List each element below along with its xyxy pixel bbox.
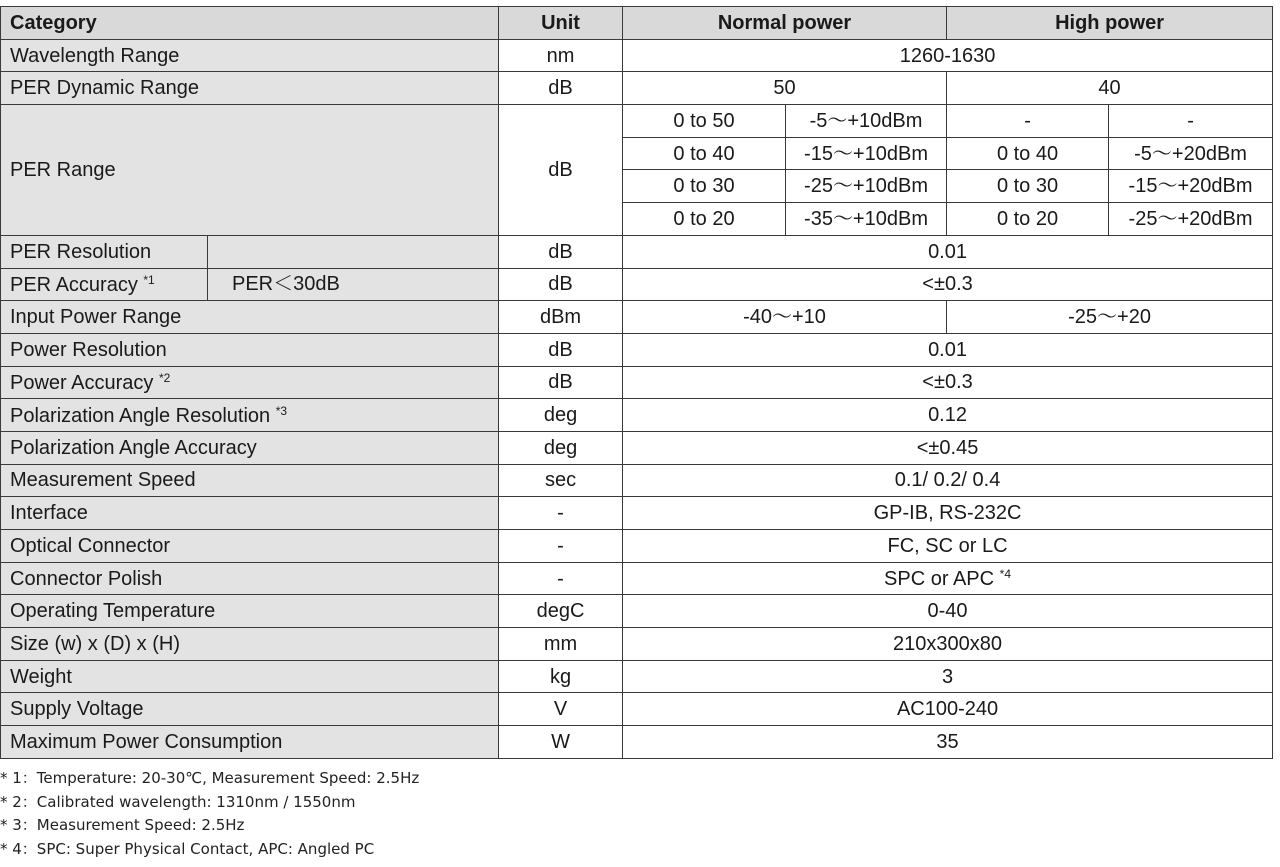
row-measurement-speed [1, 464, 1273, 497]
normal-range: 0 to 20 [623, 203, 786, 236]
header-row [1, 7, 1273, 40]
normal-power: -25～+10dBm [786, 170, 947, 203]
row-unit: dB [499, 268, 623, 301]
high-range: - [947, 105, 1109, 138]
row-value: 1260-1630 [623, 39, 1273, 72]
normal-power: -35～+10dBm [786, 203, 947, 236]
row-unit: dB [499, 72, 623, 105]
row-label: Polarization Angle Resolution [10, 404, 276, 427]
high-power: -25～+20dBm [1109, 203, 1273, 236]
high-power: - [1109, 105, 1273, 138]
row-label: Input Power Range [1, 301, 499, 334]
row-size [1, 628, 1273, 661]
row-value: <±0.3 [623, 366, 1273, 399]
row-unit: kg [499, 660, 623, 693]
header-normal-power: Normal power [623, 7, 947, 40]
row-label: Connector Polish [1, 562, 499, 595]
high-power: -5～+20dBm [1109, 137, 1273, 170]
footnotes [0, 767, 419, 861]
row-label: Measurement Speed [1, 464, 499, 497]
row-unit: deg [499, 431, 623, 464]
row-unit: W [499, 726, 623, 759]
row-label: Size (w) x (D) x (H) [1, 628, 499, 661]
row-value: GP-IB, RS-232C [623, 497, 1273, 530]
row-value: SPC or APC [884, 568, 1000, 591]
header-high-power: High power [947, 7, 1273, 40]
row-wavelength [1, 39, 1273, 72]
row-value: 35 [623, 726, 1273, 759]
row-unit: degC [499, 595, 623, 628]
footnote-ref: *2 [158, 370, 171, 385]
spec-table [0, 6, 1273, 759]
header-category: Category [1, 7, 499, 40]
normal-power: -5～+10dBm [786, 105, 947, 138]
row-power-accuracy [1, 366, 1273, 399]
row-label: PER Accuracy [10, 273, 144, 296]
high-range: 0 to 20 [947, 203, 1109, 236]
row-condition-empty [208, 235, 499, 268]
row-per-accuracy [1, 268, 1273, 301]
row-per-range [1, 105, 1273, 138]
normal-range: 0 to 30 [623, 170, 786, 203]
row-value-cell [623, 562, 1273, 595]
row-label: Wavelength Range [1, 39, 499, 72]
row-connector-polish [1, 562, 1273, 595]
row-angle-accuracy [1, 431, 1273, 464]
high-range: 0 to 30 [947, 170, 1109, 203]
footnote-1: * 1：Temperature: 20-30℃, Measurement Speed: 2.5Hz [0, 769, 420, 787]
high-range: 0 to 40 [947, 137, 1109, 170]
row-unit: deg [499, 399, 623, 432]
row-supply-voltage [1, 693, 1273, 726]
row-unit: V [499, 693, 623, 726]
row-unit: - [499, 497, 623, 530]
row-label-cell [1, 399, 499, 432]
footnote-3: * 3：Measurement Speed: 2.5Hz [0, 816, 245, 834]
normal-power: -15～+10dBm [786, 137, 947, 170]
row-optical-connector [1, 530, 1273, 563]
row-value: 0.01 [623, 235, 1273, 268]
row-unit: dB [499, 333, 623, 366]
row-label: PER Dynamic Range [1, 72, 499, 105]
row-label: Interface [1, 497, 499, 530]
row-input-power [1, 301, 1273, 334]
normal-value: 50 [623, 72, 947, 105]
row-value: 0.1/ 0.2/ 0.4 [623, 464, 1273, 497]
high-value: 40 [947, 72, 1273, 105]
row-value: FC, SC or LC [623, 530, 1273, 563]
row-value: 3 [623, 660, 1273, 693]
row-label: Polarization Angle Accuracy [1, 431, 499, 464]
row-power-consumption [1, 726, 1273, 759]
row-interface [1, 497, 1273, 530]
header-unit: Unit [499, 7, 623, 40]
row-unit: mm [499, 628, 623, 661]
row-unit: nm [499, 39, 623, 72]
normal-value: -40～+10 [623, 301, 947, 334]
row-value: <±0.3 [623, 268, 1273, 301]
footnote-ref: *3 [275, 403, 288, 418]
footnote-ref: *4 [999, 567, 1011, 582]
row-label-cell [1, 268, 208, 301]
row-unit: - [499, 530, 623, 563]
row-value: <±0.45 [623, 431, 1273, 464]
row-label: Power Resolution [1, 333, 499, 366]
row-value: 210x300x80 [623, 628, 1273, 661]
footnote-2: * 2：Calibrated wavelength: 1310nm / 1550nm [0, 792, 356, 811]
row-weight [1, 660, 1273, 693]
row-power-resolution [1, 333, 1273, 366]
row-label: PER Resolution [1, 235, 208, 268]
footnote-4: * 4：SPC: Super Physical Contact, APC: Angled PC [0, 839, 375, 858]
row-label: Power Accuracy [10, 371, 159, 394]
row-unit: dB [499, 235, 623, 268]
normal-range: 0 to 50 [623, 105, 786, 138]
row-label: PER Range [1, 105, 499, 236]
row-label: Operating Temperature [1, 595, 499, 628]
row-unit: dB [499, 366, 623, 399]
row-angle-resolution [1, 399, 1273, 432]
row-condition: PER＜30dB [208, 268, 499, 301]
row-value: 0.12 [623, 399, 1273, 432]
row-value: 0.01 [623, 333, 1273, 366]
row-per-resolution [1, 235, 1273, 268]
row-label: Optical Connector [1, 530, 499, 563]
row-label: Maximum Power Consumption [1, 726, 499, 759]
row-unit: - [499, 562, 623, 595]
row-label: Supply Voltage [1, 693, 499, 726]
row-value: AC100-240 [623, 693, 1273, 726]
row-value: 0-40 [623, 595, 1273, 628]
row-unit: dB [499, 105, 623, 236]
row-operating-temperature [1, 595, 1273, 628]
high-power: -15～+20dBm [1109, 170, 1273, 203]
normal-range: 0 to 40 [623, 137, 786, 170]
footnote-ref: *1 [143, 272, 155, 287]
row-label: Weight [1, 660, 499, 693]
high-value: -25～+20 [947, 301, 1273, 334]
row-dynamic-range [1, 72, 1273, 105]
row-unit: dBm [499, 301, 623, 334]
row-label-cell [1, 366, 499, 399]
row-unit: sec [499, 464, 623, 497]
